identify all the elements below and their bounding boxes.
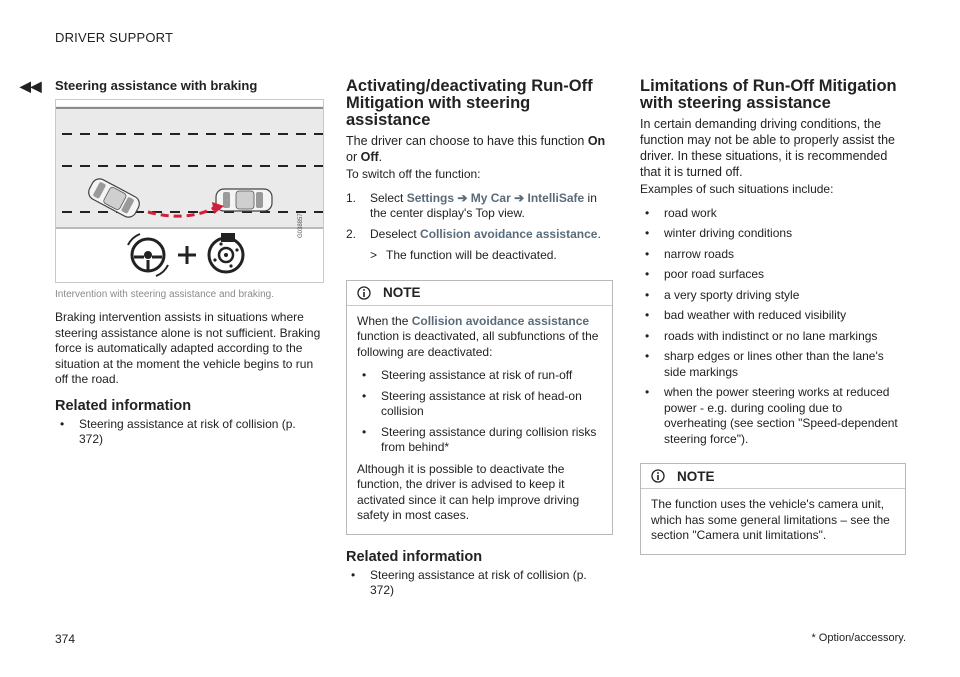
menu-arrow-icon: ➔	[454, 190, 471, 205]
limitation-item: • when the power steering works at reduced power - e.g. during cooling due to overheating (see section "Speed-dependent steering force").	[640, 385, 906, 447]
menu-collision-avoidance[interactable]: Collision avoidance assistance	[420, 226, 598, 241]
related-list	[346, 568, 613, 599]
limitation-item: • road work	[640, 206, 906, 222]
previous-page-icon[interactable]: ◀◀	[20, 78, 42, 94]
switch-off-text: To switch off the function:	[346, 167, 481, 181]
info-icon	[651, 469, 665, 483]
lead-text: In certain demanding driving conditions, the function may not be able to properly assist the driver. In these situations, it is recommended that it is turned off.	[640, 117, 896, 179]
note-intro: When the Collision avoidance assistance function is deactivated, all subfunctions of the following are deactivated:	[357, 313, 599, 359]
limitation-item: • poor road surfaces	[640, 267, 906, 283]
related-heading: Related information	[346, 548, 483, 565]
limitation-item: • bad weather with reduced visibility	[640, 308, 906, 324]
body-text: Braking intervention assists in situations where steering assistance alone is not sufficient. Braking force is automatically adapted according to the situation at the moment the vehicle begins to run off the road.	[55, 310, 321, 386]
road-illustration	[56, 100, 323, 282]
section-heading: Activating/deactivating Run-Off Mitigation with steering assistance	[346, 77, 593, 129]
note-box	[346, 280, 613, 535]
car-corrected-icon	[216, 189, 272, 211]
limitation-item: • winter driving conditions	[640, 226, 906, 242]
info-icon	[357, 286, 371, 300]
chapter-header: DRIVER SUPPORT	[55, 30, 174, 45]
note-list	[357, 368, 602, 456]
note-item: • Steering assistance during collision risks from behind*	[357, 425, 602, 456]
figure-caption: Intervention with steering assistance and braking.	[55, 289, 275, 300]
column-activate	[346, 78, 613, 604]
section-heading: Steering assistance with braking	[55, 78, 258, 93]
step-result: > The function will be deactivated.	[370, 248, 557, 262]
note-header	[641, 464, 905, 489]
examples-intro: Examples of such situations include:	[640, 182, 834, 196]
related-link[interactable]: • Steering assistance at risk of collision (p. 372)	[346, 568, 613, 599]
intervention-figure	[55, 99, 324, 283]
column-limitations	[640, 78, 906, 555]
related-list	[55, 417, 322, 448]
menu-path-intellisafe[interactable]: IntelliSafe	[527, 190, 585, 205]
limitation-item: • sharp edges or lines other than the lane's side markings	[640, 349, 906, 380]
figure-code: G038857	[298, 213, 304, 238]
menu-path-my-car[interactable]: My Car	[470, 190, 511, 205]
step-item: 2. Deselect Collision avoidance assistance.	[346, 226, 601, 241]
limitation-item: • a very sporty driving style	[640, 288, 906, 304]
column-steering-braking	[55, 78, 322, 453]
footnote: * Option/accessory.	[811, 632, 906, 644]
note-title: NOTE	[383, 285, 421, 300]
note-outro: Although it is possible to deactivate the function, the driver is advised to keep it activated since it can help improve driving safety in most cases.	[357, 461, 580, 522]
note-title: NOTE	[677, 468, 715, 484]
limitation-item: • roads with indistinct or no lane markings	[640, 329, 906, 345]
limitations-list	[640, 206, 906, 448]
page-number: 374	[55, 632, 76, 646]
lead-text: The driver can choose to have this function On or Off.	[346, 134, 606, 164]
menu-path-settings[interactable]: Settings	[406, 190, 455, 205]
related-link[interactable]: • Steering assistance at risk of collision (p. 372)	[55, 417, 322, 448]
steps-list	[346, 191, 613, 243]
note-box	[640, 463, 906, 555]
menu-arrow-icon: ➔	[510, 190, 528, 205]
section-heading: Limitations of Run-Off Mitigation with steering assistance	[640, 77, 897, 112]
step-item: 1. Select Settings ➔ My Car ➔ IntelliSafe in the center display's Top view.	[346, 190, 597, 220]
note-header	[347, 281, 612, 306]
note-text: The function uses the vehicle's camera unit, which has some general limitations – see the section "Camera unit limitations".	[651, 497, 890, 542]
related-heading: Related information	[55, 397, 192, 414]
note-item: • Steering assistance at risk of head-on collision	[357, 389, 602, 420]
limitation-item: • narrow roads	[640, 247, 906, 263]
note-item: • Steering assistance at risk of run-off	[357, 368, 602, 384]
